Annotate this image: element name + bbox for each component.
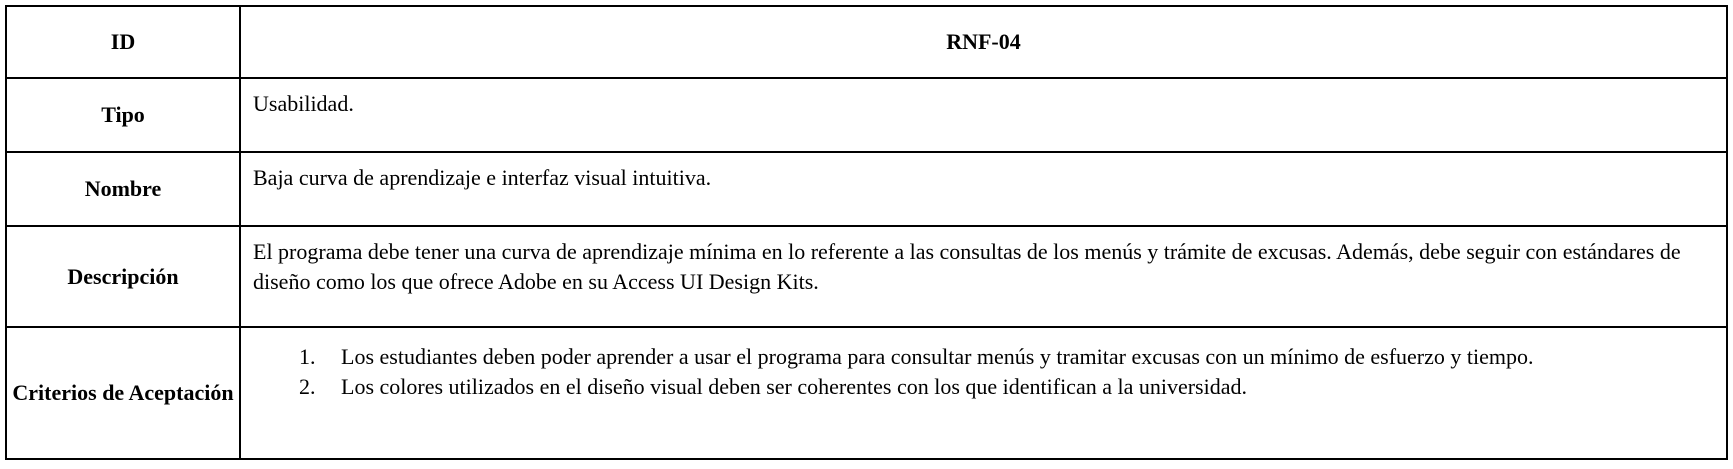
tipo-label: Tipo [6,78,240,152]
criteria-text: Los colores utilizados en el diseño visual deben ser coherentes con los que identifican a la universidad. [341,374,1247,399]
nombre-value: Baja curva de aprendizaje e interfaz visual intuitiva. [240,152,1727,226]
criteria-list [241,342,1714,402]
table-row-id [6,6,1727,78]
table-row-criterios [6,327,1727,459]
id-value: RNF-04 [240,6,1727,78]
nombre-label: Nombre [6,152,240,226]
tipo-value: Usabilidad. [240,78,1727,152]
descripcion-label: Descripción [6,226,240,327]
criterios-value [240,327,1727,459]
criteria-item [299,342,1714,372]
criteria-number: 2. [299,374,316,399]
criteria-text: Los estudiantes deben poder aprender a usar el programa para consultar menús y tramitar excusas con un mínimo de esfuerzo y tiempo. [341,344,1534,369]
table-row-descripcion [6,226,1727,327]
table-row-tipo [6,78,1727,152]
id-label: ID [6,6,240,78]
table-row-nombre [6,152,1727,226]
criteria-item [299,372,1714,402]
requirement-table [5,5,1728,460]
criteria-number: 1. [299,344,316,369]
descripcion-value: El programa debe tener una curva de aprendizaje mínima en lo referente a las consultas de los menús y trámite de excusas. Además, debe seguir con estándares de diseño como los que ofrece Adobe en su Access UI Design Kits. [240,226,1727,327]
criterios-label: Criterios de Aceptación [6,327,240,459]
